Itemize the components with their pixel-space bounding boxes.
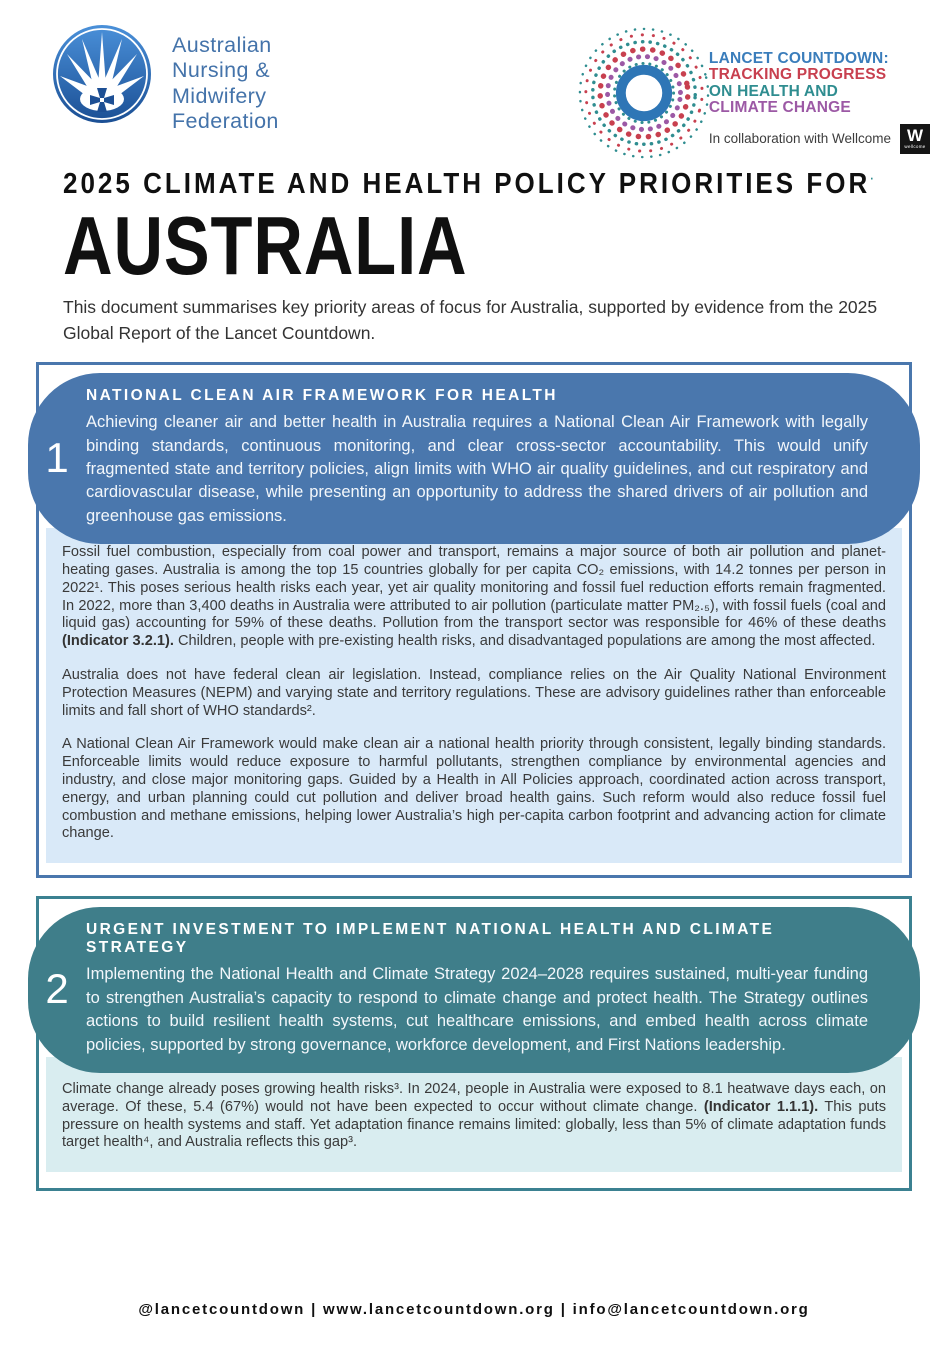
header xyxy=(0,0,948,162)
collaboration-text: In collaboration with Wellcome xyxy=(708,131,891,147)
anmf-name-line: Midwifery xyxy=(172,83,267,108)
doc-kicker: 2025 CLIMATE AND HEALTH POLICY PRIORITIES FOR· xyxy=(63,166,877,200)
priority-1-summary: Achieving cleaner air and better health in Australia requires a National Clean Air Framework with legally binding standards, continuous monitoring, and clear cross-sector accountability. This would unify fragmented state and territory policies, align limits with WHO air quality guidelines, and cut respiratory and cardiovascular disease, while presenting an opportunity to address the shared drivers of air pollution and greenhouse gas emissions. xyxy=(86,413,868,525)
priority-2-number: 2 xyxy=(45,965,69,1013)
priority-2-heading: URGENT INVESTMENT TO IMPLEMENT NATIONAL HEALTH AND CLIMATE STRATEGY xyxy=(86,921,775,957)
lancet-countdown-brand xyxy=(575,24,930,162)
priority-section-1 xyxy=(36,362,912,878)
priority-2-summary: Implementing the National Health and Climate Strategy 2024–2028 requires sustained, multi-year funding to strengthen Australia’s capacity to respond to climate change and protect health. The Strategy outlines actions to build resilient health systems, cut healthcare emissions, and embed health across climate policies, supported by strong governance, workforce development, and First Nations leadership. xyxy=(86,965,868,1054)
wellcome-collaboration xyxy=(709,124,930,154)
anmf-name-line: Australian xyxy=(172,33,272,57)
anmf-logo-icon xyxy=(52,24,152,124)
lancet-wordmark xyxy=(709,24,930,154)
priority-2-paragraph: Climate change already poses growing health risks³. In 2024, people in Australia were exposed to 8.1 heatwave days each, on average. Of these, 5.4 (67%) would not have been expected to occur without climate change. (Indicator 1.1.1). This puts pressure on health systems and staff. Yet adaptation finance remains limited: globally, less than 5% of climate adaptation funds target health⁴, and Australia reflects this gap³. xyxy=(62,1080,886,1151)
page-title: AUSTRALIA xyxy=(63,198,468,292)
priority-section-2 xyxy=(36,896,912,1191)
anmf-name-line: Federation xyxy=(172,109,279,134)
wellcome-logo-icon: W wellcome xyxy=(900,124,930,154)
lancet-wordmark-line2: TRACKING PROGRESS xyxy=(708,66,887,84)
footnote-dot: · xyxy=(870,172,877,186)
priority-1-paragraph: A National Clean Air Framework would make clean air a national health priority through consistent, legally binding standards. Enforceable limits would reduce exposure to harmful pollutants, strengthen compliance by environmental agencies and industry, and close major monitoring gaps. Guided by a Health in All Policies approach, coordinated action across transport, energy, and urban planning could cut pollution and deliver broad health gains. Such reform would also reduce fossil fuel combustion and methane emissions, helping lower Australia’s high per-capita carbon footprint and advancing action for climate change. xyxy=(62,736,886,842)
priority-1-paragraph: Fossil fuel combustion, especially from coal power and transport, remains a major source of both air pollution and planet-heating gases. Australia is among the top 15 countries globally for per capita CO₂ emissions, with 14.2 tonnes per person in 2022¹. This poses serious health risks each year, yet air quality monitoring and fossil fuel reduction efforts remain fragmented. In 2022, more than 3,400 deaths in Australia were attributed to air pollution (particulate matter PM₂.₅), with fossil fuels (coal and liquid gas) accounting for 59% of these deaths. Pollution from the transport sector was responsible for 46% of these deaths (Indicator 3.2.1). Children, people with pre-existing health risks, and disadvantaged populations are among the most affected. xyxy=(62,544,886,650)
anmf-name-line: Nursing & xyxy=(172,58,270,83)
anmf-brand xyxy=(52,24,279,134)
priority-1-body-panel xyxy=(46,528,902,863)
lancet-wordmark-line1: LANCET COUNTDOWN: xyxy=(708,50,889,67)
priority-1-number: 1 xyxy=(45,433,69,481)
intro-paragraph: This document summarises key priority areas of focus for Australia, supported by evidence from the 2025 Global Report of the Lancet Countdown. xyxy=(63,297,878,343)
priority-2-body-panel xyxy=(46,1057,902,1172)
priority-1-header-pill xyxy=(28,373,920,544)
priority-2-header-pill xyxy=(28,907,920,1073)
lancet-wordmark-line4: CLIMATE CHANGE xyxy=(708,99,851,117)
priority-1-paragraph: Australia does not have federal clean air legislation. Instead, compliance relies on the Air Quality National Environment Protection Measures (NEPM) and varying state and territory regulations. These are advisory guidelines rather than enforceable limits and fall short of WHO standards². xyxy=(62,667,886,719)
priority-1-heading: NATIONAL CLEAN AIR FRAMEWORK FOR HEALTH xyxy=(86,387,558,405)
anmf-name xyxy=(172,24,279,134)
lancet-countdown-logo-icon xyxy=(575,24,713,162)
indicator-ref: (Indicator 3.2.1). xyxy=(62,633,174,650)
title-block xyxy=(0,162,948,346)
footer-contact-line: @lancetcountdown | www.lancetcountdown.org | info@lancetcountdown.org xyxy=(138,1301,810,1318)
lancet-wordmark-line3: ON HEALTH AND xyxy=(708,82,839,100)
indicator-ref: (Indicator 1.1.1). xyxy=(703,1098,819,1115)
